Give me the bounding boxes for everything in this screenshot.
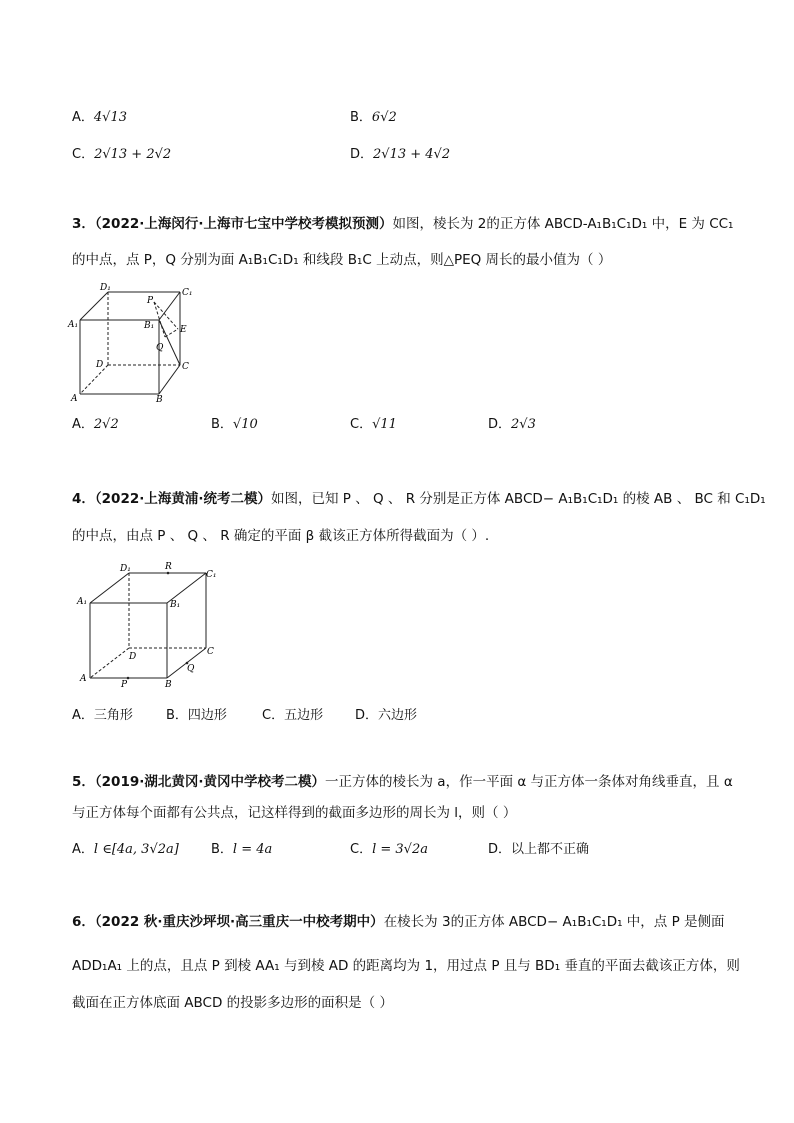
option-label: C． xyxy=(350,842,373,857)
q3-line2: 的中点，点 P，Q 分别为面 A₁B₁C₁D₁ 和线段 B₁C 上动点，则△PEQ 周长的最小值为（ ） xyxy=(72,252,612,268)
option-label: D． xyxy=(355,708,379,723)
option-label: B． xyxy=(350,110,372,125)
label-d1: D₁ xyxy=(100,283,111,293)
option-label: A． xyxy=(72,842,94,857)
q3-option-d xyxy=(488,415,536,435)
option-value: √10 xyxy=(232,417,258,432)
option-value: 以上都不正确 xyxy=(511,842,590,857)
label-c: C xyxy=(207,647,214,657)
q6-line2: ADD₁A₁ 上的点，且点 P 到棱 AA₁ 与到棱 AD 的距离均为 1，用过点 P 且与 BD₁ 垂直的平面去截该正方体，则 xyxy=(72,958,740,974)
q4-cube-figure xyxy=(70,560,220,690)
label-c1: C₁ xyxy=(182,288,193,298)
label-b: B xyxy=(156,395,163,404)
label-b1: B₁ xyxy=(144,321,155,331)
option-value: l = 4a xyxy=(232,842,273,857)
option-label: B． xyxy=(211,417,233,432)
option-label: D． xyxy=(350,147,374,162)
q4-option-d xyxy=(355,706,417,726)
label-q: Q xyxy=(187,664,195,674)
question-source: （2022·上海闵行·上海市七宝中学校考模拟预测） xyxy=(94,216,393,232)
q5-option-c xyxy=(350,840,428,860)
point-r xyxy=(167,572,170,575)
q3-option-c xyxy=(350,415,397,435)
question-text: 如图，已知 P 、 Q 、 R 分别是正方体 ABCD− A₁B₁C₁D₁ 的棱 AB 、 BC 和 C₁D₁ xyxy=(271,491,766,507)
option-value: 三角形 xyxy=(93,708,133,723)
question-source: （2022·上海黄浦·统考二模） xyxy=(94,491,271,507)
option-value: 2√2 xyxy=(93,417,119,432)
question-number: 6． xyxy=(72,914,95,930)
q2-option-b xyxy=(350,108,397,128)
question-text: 如图，棱长为 2的正方体 ABCD-A₁B₁C₁D₁ 中，E 为 CC₁ xyxy=(392,216,734,232)
question-source: （2022 秋·重庆沙坪坝·高三重庆一中校考期中） xyxy=(94,914,384,930)
label-a: A xyxy=(80,674,87,684)
option-value: 五边形 xyxy=(284,708,324,723)
question-number: 4． xyxy=(72,491,95,507)
option-value: 2√13 + 4√2 xyxy=(373,147,451,162)
q4-option-c xyxy=(262,706,323,726)
option-label: C． xyxy=(72,147,95,162)
option-label: B． xyxy=(166,708,188,723)
question-source: （2019·湖北黄冈·黄冈中学校考二模） xyxy=(94,774,325,790)
q2-option-a xyxy=(72,108,127,128)
q3-option-a xyxy=(72,415,119,435)
label-b: B xyxy=(165,680,172,690)
option-value: 4√13 xyxy=(93,110,128,125)
label-a1: A₁ xyxy=(77,597,88,607)
question-text: 在棱长为 3的正方体 ABCD− A₁B₁C₁D₁ 中，点 P 是侧面 xyxy=(383,914,725,930)
option-value: 6√2 xyxy=(371,110,397,125)
q3-option-b xyxy=(211,415,258,435)
label-b1: B₁ xyxy=(170,600,181,610)
option-value: 四边形 xyxy=(187,708,227,723)
q4-line2: 的中点，由点 P 、 Q 、 R 确定的平面 β 截该正方体所得截面为（ ）. xyxy=(72,528,490,544)
label-c: C xyxy=(182,362,189,372)
q4-option-a xyxy=(72,706,133,726)
option-label: C． xyxy=(262,708,285,723)
question-number: 5． xyxy=(72,774,95,790)
option-label: D． xyxy=(488,417,512,432)
point-p xyxy=(127,677,130,680)
q6-line1 xyxy=(72,912,725,932)
q5-option-d xyxy=(488,840,589,860)
label-c1: C₁ xyxy=(206,570,217,580)
option-label: B． xyxy=(211,842,233,857)
question-text: 一正方体的棱长为 a，作一平面 α 与正方体一条体对角线垂直，且 α xyxy=(325,774,733,790)
label-a1: A₁ xyxy=(68,320,79,330)
label-d: D xyxy=(96,360,104,370)
label-a: A xyxy=(71,394,78,404)
label-q: Q xyxy=(156,343,164,353)
q4-option-b xyxy=(166,706,227,726)
q5-option-b xyxy=(211,840,272,860)
label-r: R xyxy=(165,562,172,572)
q3-line1 xyxy=(72,214,733,234)
option-label: C． xyxy=(350,417,373,432)
option-value: 2√13 + 2√2 xyxy=(94,147,172,162)
option-label: D． xyxy=(488,842,512,857)
q2-option-d xyxy=(350,145,450,165)
q6-line3: 截面在正方体底面 ABCD 的投影多边形的面积是（ ） xyxy=(72,995,393,1011)
option-value: l = 3√2a xyxy=(372,842,428,857)
q5-option-a xyxy=(72,840,179,860)
q2-option-c xyxy=(72,145,171,165)
label-p: P xyxy=(121,680,128,690)
option-label: A． xyxy=(72,417,94,432)
q3-cube-figure xyxy=(66,282,206,404)
label-e: E xyxy=(180,325,187,335)
q4-line1 xyxy=(72,489,766,509)
option-label: A． xyxy=(72,110,94,125)
option-value: l ∈[4a, 3√2a] xyxy=(93,842,179,857)
option-value: √11 xyxy=(372,417,397,432)
question-number: 3． xyxy=(72,216,95,232)
label-d1: D₁ xyxy=(120,564,131,574)
q5-line1 xyxy=(72,772,733,792)
label-p: P xyxy=(147,296,154,306)
option-value: 2√3 xyxy=(511,417,536,432)
option-value: 六边形 xyxy=(378,708,418,723)
option-label: A． xyxy=(72,708,94,723)
label-d: D xyxy=(129,652,137,662)
q5-line2: 与正方体每个面都有公共点，记这样得到的截面多边形的周长为 l，则（ ） xyxy=(72,805,517,821)
